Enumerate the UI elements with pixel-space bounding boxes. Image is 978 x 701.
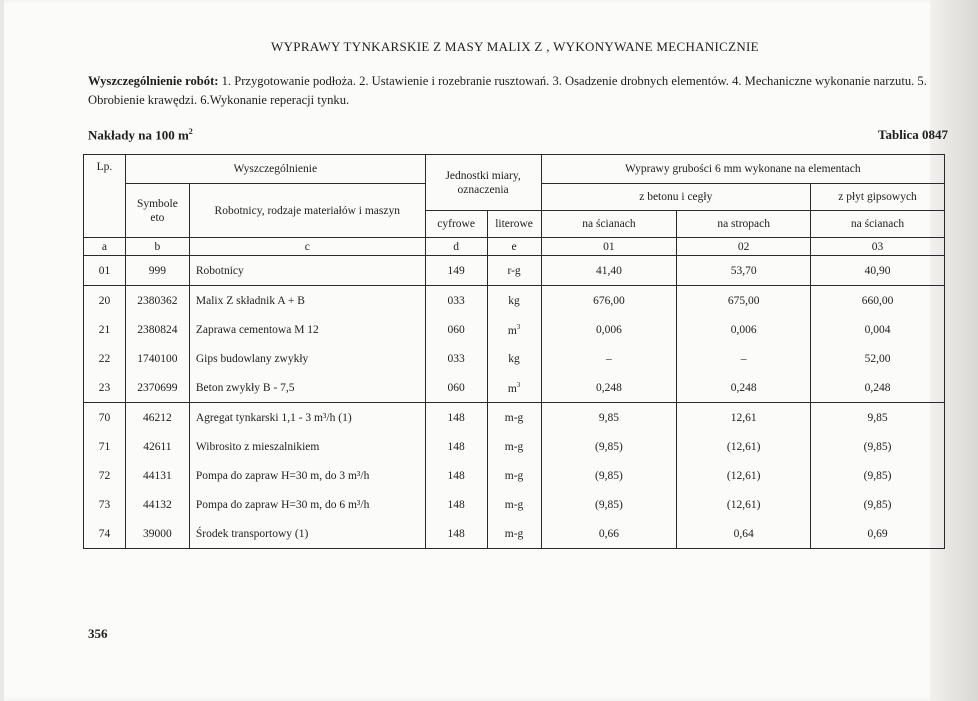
header-lp: Lp. xyxy=(84,155,126,238)
spec-label: Wyszczególnienie robót: xyxy=(88,74,219,88)
table-row: 23 2370699 Beton zwykły B - 7,5 060 $m^3$ 0,248 0,248 0,248 xyxy=(84,373,945,403)
table-row: 01 999 Robotnicy 149 r-g 41,40 53,70 40,90 xyxy=(84,256,945,286)
table-row: 74 39000 Środek transportowy (1) 148 m-g 0,66 0,64 0,69 xyxy=(84,519,945,549)
header-robotnicy: Robotnicy, rodzaje materiałów i maszyn xyxy=(189,184,425,238)
norms-table xyxy=(83,154,945,549)
table-row: 21 2380824 Zaprawa cementowa M 12 060 $m^3$ 0,006 0,006 0,004 xyxy=(84,315,945,344)
header-cyfrowe: cyfrowe xyxy=(425,211,487,238)
table-row: 72 44131 Pompa do zapraw H=30 m, do 3 m³/h 148 m-g (9,85) (12,61) (9,85) xyxy=(84,461,945,490)
header-symbole: Symbole eto xyxy=(125,184,189,238)
inputs-heading: Nakłady na 100 $m^2$ xyxy=(88,127,193,143)
column-letters-row: a b c d e 01 02 03 xyxy=(84,238,945,256)
work-specification xyxy=(88,72,948,110)
header-plyt-gipsowych: z płyt gipsowych xyxy=(811,184,945,211)
page-number: 356 xyxy=(88,626,108,641)
header-na-stropach: na stropach xyxy=(677,211,811,238)
header-na-scianach-2: na ścianach xyxy=(811,211,945,238)
header-wyszczegolnienie: Wyszczególnienie xyxy=(125,155,425,184)
spec-text: 1. Przygotowanie podłoża. 2. Ustawienie i rozebranie rusztowań. 3. Osadzenie drobnych elementów. 4. Mechaniczne wykonanie narzutu. 5. Obrobienie krawędzi. 6.Wykonanie reperacji tynku. xyxy=(88,74,927,107)
header-jednostki: Jednostki miary, oznaczenia xyxy=(425,155,541,211)
table-row: 71 42611 Wibrosito z mieszalnikiem 148 m-g (9,85) (12,61) (9,85) xyxy=(84,432,945,461)
table-row: 22 1740100 Gips budowlany zwykły 033 kg – – 52,00 xyxy=(84,344,945,373)
header-literowe: literowe xyxy=(487,211,541,238)
header-na-scianach: na ścianach xyxy=(541,211,677,238)
table-row: 73 44132 Pompa do zapraw H=30 m, do 6 m³/h 148 m-g (9,85) (12,61) (9,85) xyxy=(84,490,945,519)
table-number: Tablica 0847 xyxy=(878,127,948,142)
page-title: WYPRAWY TYNKARSKIE Z MASY MALIX Z , WYKONYWANE MECHANICZNIE xyxy=(271,39,759,54)
table-row: 20 2380362 Malix Z składnik A + B 033 kg 676,00 675,00 660,00 xyxy=(84,286,945,316)
header-beton-cegla: z betonu i cegły xyxy=(541,184,811,211)
header-wyprawy: Wyprawy grubości 6 mm wykonane na elementach xyxy=(541,155,944,184)
table-row: 70 46212 Agregat tynkarski 1,1 - 3 m³/h (1) 148 m-g 9,85 12,61 9,85 xyxy=(84,403,945,433)
